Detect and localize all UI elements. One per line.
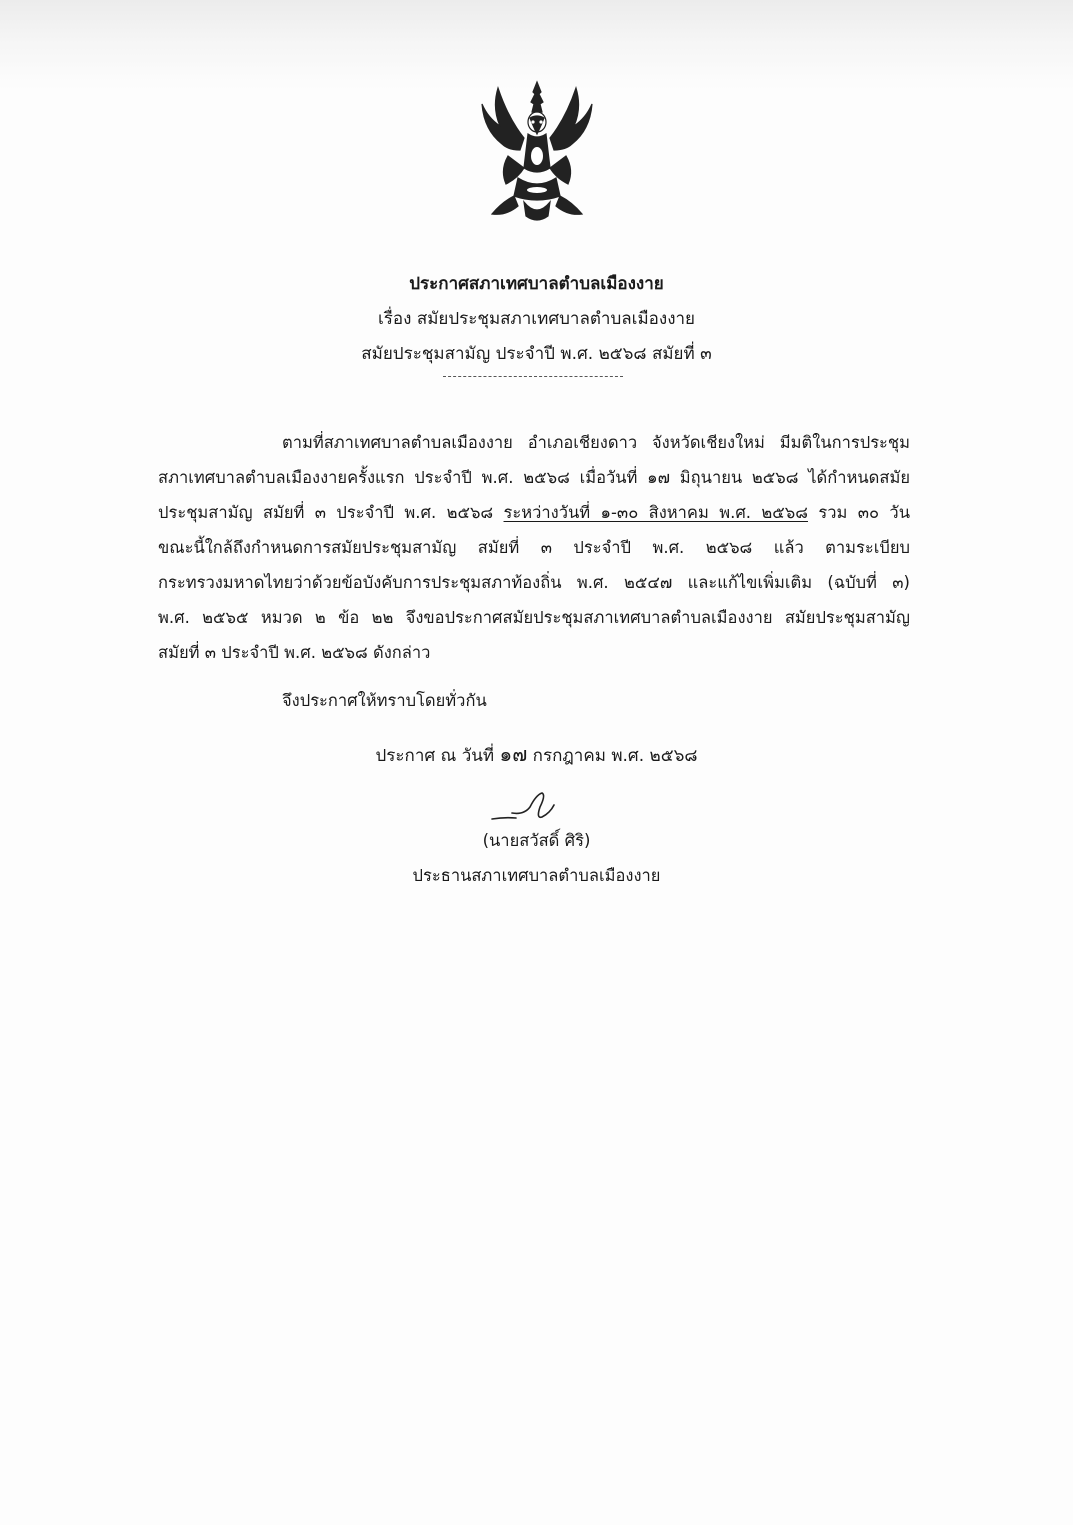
garuda-emblem-icon — [478, 78, 596, 228]
body-line-1: ตามที่สภาเทศบาลตำบลเมืองงาย อำเภอเชียงดาว จังหวัดเชียงใหม่ มีมติในการประชุม — [282, 433, 910, 452]
document-title: ประกาศสภาเทศบาลตำบลเมืองงาย — [409, 274, 664, 294]
body-line-4: ขณะนี้ใกล้ถึงกำหนดการสมัยประชุมสามัญ สมัยที่ ๓ ประจำปี พ.ศ. ๒๕๖๘ แล้ว ตามระเบียบ — [158, 538, 910, 557]
signature — [490, 785, 560, 830]
body-line-3 — [158, 500, 910, 526]
scan-shadow — [0, 0, 1073, 90]
body-line-3-end: รวม ๓๐ วัน — [807, 503, 910, 522]
signatory-position: ประธานสภาเทศบาลตำบลเมืองงาย — [412, 866, 661, 885]
session-line: สมัยประชุมสามัญ ประจำปี พ.ศ. ๒๕๖๘ สมัยที่ ๓ — [361, 344, 712, 364]
meeting-period: ระหว่างวันที่ ๑-๓๐ สิงหาคม พ.ศ. ๒๕๖๘ — [503, 503, 808, 522]
body-line-3-start: ประชุมสามัญ สมัยที่ ๓ ประจำปี พ.ศ. ๒๕๖๘ — [158, 503, 504, 522]
date-day: ๑๗ — [499, 742, 528, 766]
body-line-7: สมัยที่ ๓ ประจำปี พ.ศ. ๒๕๖๘ ดังกล่าว — [158, 643, 431, 662]
body-line-6: พ.ศ. ๒๕๖๕ หมวด ๒ ข้อ ๒๒ จึงขอประกาศสมัยประชุมสภาเทศบาลตำบลเมืองงาย สมัยประชุมสามัญ — [158, 608, 910, 627]
document-subject: เรื่อง สมัยประชุมสภาเทศบาลตำบลเมืองงาย — [377, 309, 695, 329]
signatory-name: (นายสวัสดิ์ ศิริ) — [482, 831, 591, 850]
date-line — [0, 738, 1073, 770]
date-suffix: กรกฎาคม พ.ศ. ๒๕๖๘ — [532, 746, 698, 766]
date-prefix: ประกาศ ณ วันที่ — [375, 746, 495, 766]
body-line-2: สภาเทศบาลตำบลเมืองงายครั้งแรก ประจำปี พ.ศ. ๒๕๖๘ เมื่อวันที่ ๑๗ มิถุนายน ๒๕๖๘ ได้กำหนดสมัย — [158, 468, 910, 487]
divider — [443, 376, 623, 377]
body-line-5: กระทรวงมหาดไทยว่าด้วยข้อบังคับการประชุมสภาท้องถิ่น พ.ศ. ๒๕๔๗ และแก้ไขเพิ่มเติม (ฉบับที่ ๓) — [158, 573, 910, 592]
announcement: จึงประกาศให้ทราบโดยทั่วกัน — [282, 691, 487, 710]
